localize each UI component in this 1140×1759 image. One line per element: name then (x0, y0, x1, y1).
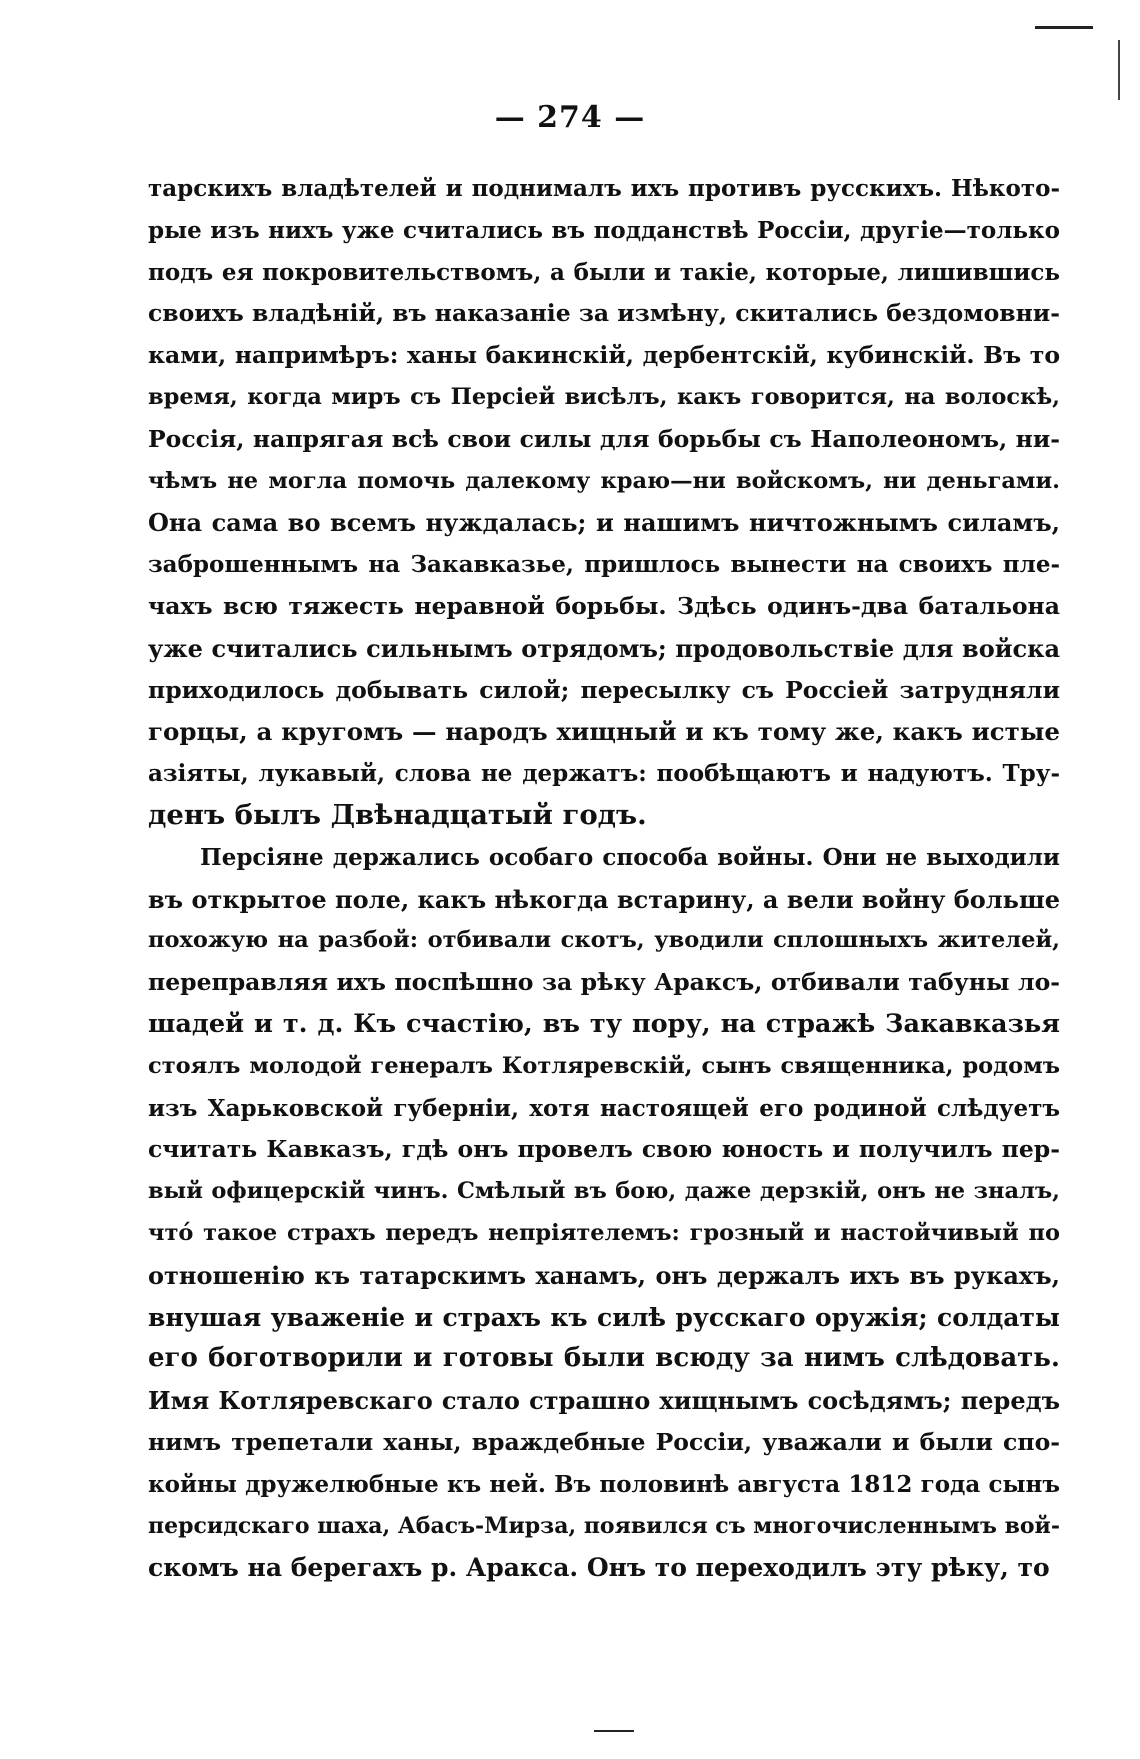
text-line: считать Кавказъ, гдѣ онъ провелъ свою юность и получилъ пер- (148, 1135, 1060, 1164)
text-line: приходилось добывать силой; пересылку съ Россіей затрудняли (148, 675, 1060, 704)
text-line: отношенію къ татарскимъ ханамъ, онъ держалъ ихъ въ рукахъ, (148, 1260, 1060, 1290)
text-line: его боготворили и готовы были всюду за нимъ слѣдовать. (148, 1343, 1060, 1374)
text-line: рые изъ нихъ уже считались въ подданствѣ Россіи, другіе—только (148, 216, 1060, 244)
text-line: тарскихъ владѣтелей и поднималъ ихъ противъ русскихъ. Нѣкото- (148, 175, 1060, 202)
paragraph (148, 168, 1060, 837)
text-line: денъ былъ Двѣнадцатый годъ. (148, 798, 647, 831)
text-line: изъ Харьковской губерніи, хотя настоящей его родиной слѣдуетъ (148, 1094, 1060, 1122)
body-text (148, 168, 1060, 1589)
text-line: Персіяне держались особаго способа войны. Они не выходили (200, 843, 1060, 871)
scan-mark-top (1035, 26, 1093, 29)
text-line: переправляя ихъ поспѣшно за рѣку Араксъ, отбивали табуны ло- (148, 968, 1060, 997)
text-line: Имя Котляревскаго стало страшно хищнымъ сосѣдямъ; передъ (148, 1386, 1060, 1416)
text-line: уже считались сильнымъ отрядомъ; продовольствіе для войска (148, 633, 1060, 663)
text-line: азіяты, лукавый, слова не держатъ: пообѣщаютъ и надуютъ. Тру- (148, 760, 1060, 788)
text-line: время, когда миръ съ Персіей висѣлъ, какъ говорится, на волоскѣ, (148, 383, 1060, 410)
text-line: чахъ всю тяжесть неравной борьбы. Здѣсь одинъ-два батальона (148, 591, 1060, 620)
text-line: нимъ трепетали ханы, враждебные Россіи, уважали и были спо- (148, 1427, 1060, 1456)
text-line: скомъ на берегахъ р. Аракса. Онъ то переходилъ эту рѣку, то (148, 1553, 1050, 1583)
text-line: персидскаго шаха, Абасъ-Мирза, появился съ многочисленнымъ вой- (148, 1512, 1060, 1539)
text-line: заброшеннымъ на Закавказье, пришлось вынести на своихъ пле- (148, 551, 1060, 579)
scan-mark-right (1118, 40, 1120, 100)
text-line: что́ такое страхъ передъ непріятелемъ: грозный и настойчивый по (148, 1219, 1060, 1246)
text-line: стоялъ молодой генералъ Котляревскій, сынъ священника, родомъ (148, 1052, 1060, 1079)
text-line: чѣмъ не могла помочь далекому краю—ни войскомъ, ни деньгами. (148, 467, 1060, 494)
text-line: Россія, напрягая всѣ свои силы для борьбы съ Наполеономъ, ни- (148, 424, 1060, 453)
text-line: койны дружелюбные къ ней. Въ половинѣ августа 1812 года сынъ (148, 1470, 1060, 1498)
text-line: шадей и т. д. Къ счастію, въ ту пору, на стражѣ Закавказья (148, 1008, 1060, 1039)
text-line: своихъ владѣній, въ наказаніе за измѣну, скитались бездомовни- (148, 299, 1060, 328)
text-line: вый офицерскій чинъ. Смѣлый въ бою, даже дерзкій, онъ не зналъ, (148, 1178, 1060, 1205)
text-line: Она сама во всемъ нуждалась; и нашимъ ничтожнымъ силамъ, (148, 508, 1060, 538)
text-line: въ открытое поле, какъ нѣкогда встарину, а вели войну больше (148, 884, 1060, 914)
page-number: — 274 — (494, 100, 646, 135)
paragraph (148, 837, 1060, 1589)
text-line: подъ ея покровительствомъ, а были и такіе, которые, лишившись (148, 258, 1060, 286)
text-line: похожую на разбой: отбивали скотъ, уводили сплошныхъ жителей, (148, 927, 1060, 954)
text-line: внушая уваженіе и страхъ къ силѣ русскаго оружія; солдаты (148, 1302, 1060, 1332)
scan-mark-bottom (594, 1730, 634, 1732)
text-line: горцы, а кругомъ — народъ хищный и къ тому же, какъ истые (148, 717, 1060, 747)
text-line: ками, напримѣръ: ханы бакинскій, дербентскій, кубинскій. Въ то (148, 341, 1060, 370)
